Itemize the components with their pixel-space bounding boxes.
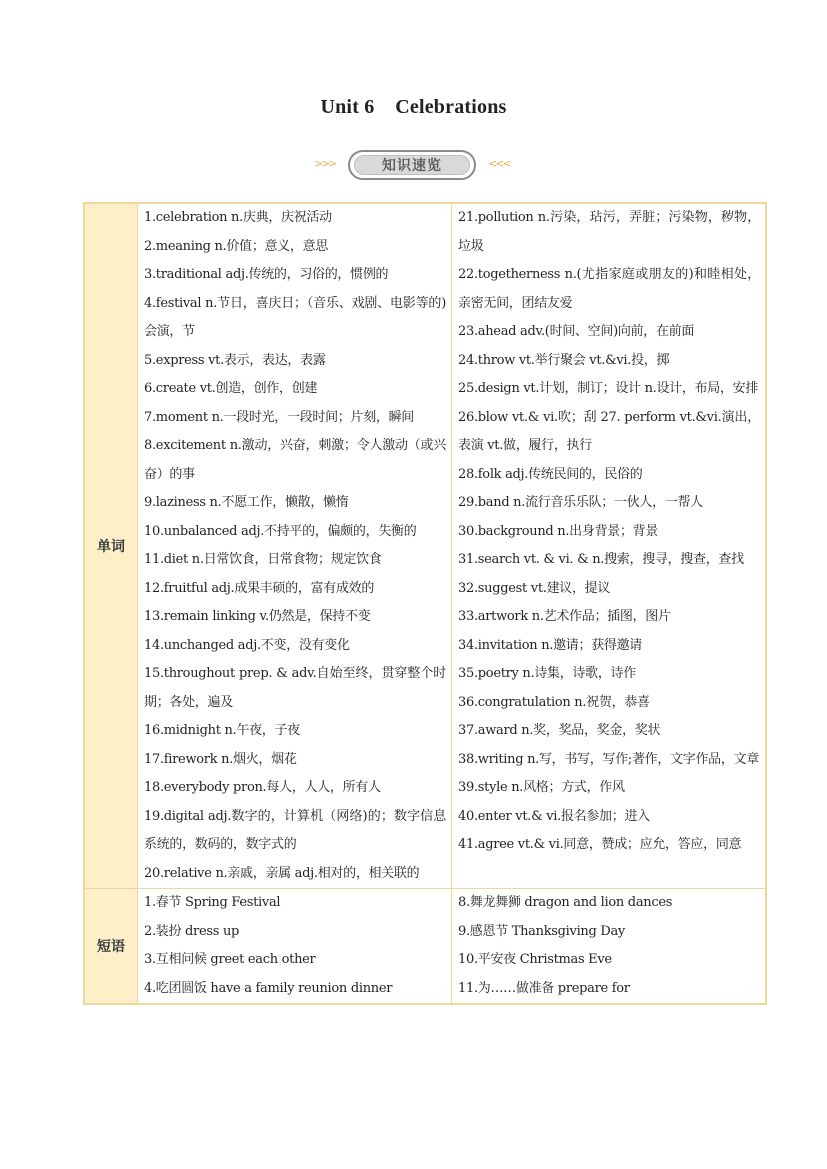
word-entry: 17.firework n.烟火，烟花 [144,751,297,767]
word-entry: 4.festival n.节日，喜庆日；（音乐、戏剧、电影等的)会演，节 [144,295,446,339]
words-left-column [138,203,452,889]
word-entry: 39.style n.风格；方式，作风 [458,780,625,795]
word-entry: 10.unbalanced adj.不持平的，偏颇的，失衡的 [144,523,417,539]
phrase-entry: 8.舞龙舞狮 dragon and lion dances [458,895,673,910]
word-entry: 34.invitation n.邀请；获得邀请 [458,637,642,653]
phrases-row [84,889,766,1005]
word-entry: 36.congratulation n.祝贺，恭喜 [458,694,650,710]
word-entry: 41.agree vt.& vi.同意，赞成；应允，答应，同意 [458,837,742,852]
word-entry: 37.award n.奖，奖品，奖金，奖状 [458,723,661,738]
word-entry: 9.laziness n.不愿工作，懒散，懒惰 [144,495,349,510]
word-entry: 40.enter vt.& vi.报名参加；进入 [458,808,650,824]
word-entry: 8.excitement n.激动，兴奋，刺激；令人激动（或兴奋）的事 [144,438,446,482]
word-entry: 32.suggest vt.建议，提议 [458,580,611,596]
word-entry: 3.traditional adj.传统的，习俗的，惯例的 [144,267,389,282]
phrase-entry: 4.吃团圆饭 have a family reunion dinner [144,980,393,996]
word-entry: 31.search vt. & vi. & n.搜索，搜寻，搜查，查找 [458,552,744,567]
word-entry: 20.relative n.亲戚，亲属 adj.相对的，相关联的 [144,865,420,881]
word-entry: 7.moment n.一段时光，一段时间；片刻，瞬间 [144,409,415,425]
word-entry: 14.unchanged adj.不变，没有变化 [144,637,350,653]
section-banner [312,148,512,186]
word-entry: 5.express vt.表示，表达，表露 [144,352,326,368]
word-entry: 1.celebration n.庆典，庆祝活动 [144,210,332,225]
word-entry: 35.poetry n.诗集，诗歌，诗作 [458,666,636,681]
banner-label: 知识速览 [354,155,470,175]
word-entry: 25.design vt.计划，制订；设计 n.设计，布局，安排 [458,381,759,396]
vocabulary-table [83,202,767,1005]
word-entry: 19.digital adj.数字的，计算机（网络)的；数字信息系统的，数码的，数字式的 [144,808,446,852]
word-entry: 26.blow vt.& vi.吹；刮 27. perform vt.&vi.演出，表演 vt.做，履行，执行 [458,409,760,453]
words-right-column [452,203,767,889]
phrase-entry: 2.装扮 dress up [144,923,240,939]
word-entry: 30.background n.出身背景；背景 [458,523,659,539]
word-entry: 21.pollution n.污染，玷污，弄脏；污染物，秽物，垃圾 [458,210,760,254]
word-entry: 24.throw vt.举行聚会 vt.&vi.投，掷 [458,352,670,368]
word-entry: 29.band n.流行音乐乐队；一伙人，一帮人 [458,495,703,510]
word-entry: 23.ahead adv.(时间、空间)向前，在前面 [458,324,695,339]
phrases-left-column [138,889,452,1005]
phrases-right-column [452,889,767,1005]
word-entry: 2.meaning n.价值；意义，意思 [144,238,329,254]
word-entry: 33.artwork n.艺术作品；插图，图片 [458,609,671,624]
word-entry: 38.writing n.写，书写，写作;著作，文字作品，文章 [458,751,759,767]
phrases-section-label: 短语 [84,889,138,1005]
words-section-label: 单词 [84,203,138,889]
word-entry: 15.throughout prep. & adv.自始至终，贯穿整个时期；各处，遍及 [144,666,446,710]
word-entry: 22.togetherness n.(尤指家庭或朋友的)和睦相处，亲密无间，团结友爱 [458,267,760,311]
banner-pill [348,150,476,180]
phrase-entry: 9.感恩节 Thanksgiving Day [458,923,625,939]
phrase-entry: 11.为……做准备 prepare for [458,980,630,996]
word-entry: 28.folk adj.传统民间的，民俗的 [458,466,643,482]
word-entry: 11.diet n.日常饮食，日常食物；规定饮食 [144,552,382,567]
word-entry: 12.fruitful adj.成果丰硕的，富有成效的 [144,580,375,596]
word-entry: 6.create vt.创造，创作，创建 [144,381,318,396]
phrase-entry: 10.平安夜 Christmas Eve [458,952,612,967]
word-entry: 13.remain linking v.仍然是，保持不变 [144,609,371,624]
right-arrows-icon: <<< [488,157,510,170]
word-entry: 18.everybody pron.每人，人人，所有人 [144,780,381,795]
phrase-entry: 3.互相问候 greet each other [144,952,316,967]
page-title: Unit 6 Celebrations [320,96,507,118]
words-row [84,203,766,889]
word-entry: 16.midnight n.午夜，子夜 [144,723,300,738]
phrase-entry: 1.春节 Spring Festival [144,895,281,910]
left-arrows-icon: >>> [314,157,336,170]
